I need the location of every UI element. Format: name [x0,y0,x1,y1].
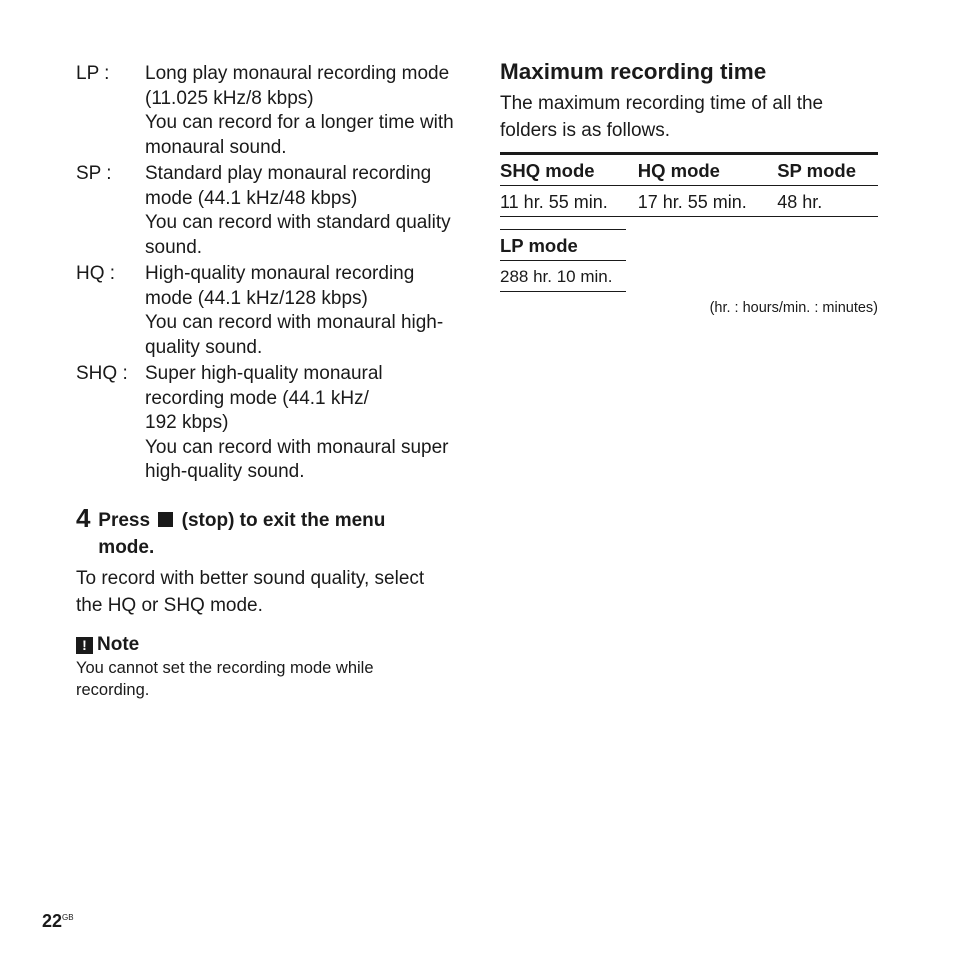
max-recording-section [500,57,878,316]
units-footnote: (hr. : hours/min. : minutes) [709,300,878,316]
table-header-row [500,154,878,186]
note-block [76,633,436,701]
step-text-after: (stop) to exit the menu mode. [98,510,386,558]
mode-key: LP : [76,63,110,84]
note-heading-label: Note [97,634,140,655]
value-hq: 17 hr. 55 min. [638,186,777,217]
page-number-suffix: GB [62,913,74,922]
note-icon: ! [76,637,93,654]
page-number [42,911,74,932]
mode-key: SP : [76,163,112,184]
mode-key: SHQ : [76,363,128,384]
header-shq: SHQ mode [500,154,638,186]
note-heading [76,633,436,657]
value-sp: 48 hr. [777,186,878,217]
mode-item-hq [76,262,461,360]
mode-key: HQ : [76,263,116,284]
value-lp: 288 hr. 10 min. [500,261,626,292]
step-4 [76,505,436,561]
step-number: 4 [76,503,91,533]
page-number-value: 22 [42,911,63,931]
value-shq: 11 hr. 55 min. [500,186,638,217]
mode-item-lp [76,62,461,160]
header-lp: LP mode [500,230,626,261]
mode-list [76,62,461,487]
mode-description: High-quality monaural recording mode (44.1 kHz/128 kbps) You can record with monaural high-quality sound. [145,263,444,358]
header-hq: HQ mode [638,154,777,186]
step-text-before: Press [98,510,151,531]
section-intro: The maximum recording time of all the folders is as follows. [500,93,824,141]
mode-item-shq [76,362,461,485]
recording-time-table [500,152,878,217]
note-text: You cannot set the recording mode while recording. [76,659,374,699]
mode-description: Standard play monaural recording mode (44.1 kHz/48 kbps) You can record with standard quality sound. [145,163,451,258]
step-instruction [98,505,436,561]
mode-description: Super high-quality monaural recording mode (44.1 kHz/ 192 kbps) You can record with monaural super high-quality sound. [145,363,449,482]
table-row [500,186,878,217]
lp-time-table [500,229,626,292]
mode-description: Long play monaural recording mode (11.025 kHz/8 kbps) You can record for a longer time with monaural sound. [145,63,454,158]
table-header-row [500,230,626,261]
section-title: Maximum recording time [500,59,767,84]
mode-item-sp [76,162,461,260]
header-sp: SP mode [777,154,878,186]
step-follow-text: To record with better sound quality, select the HQ or SHQ mode. [76,568,425,616]
stop-icon [158,512,173,527]
table-row [500,261,626,292]
